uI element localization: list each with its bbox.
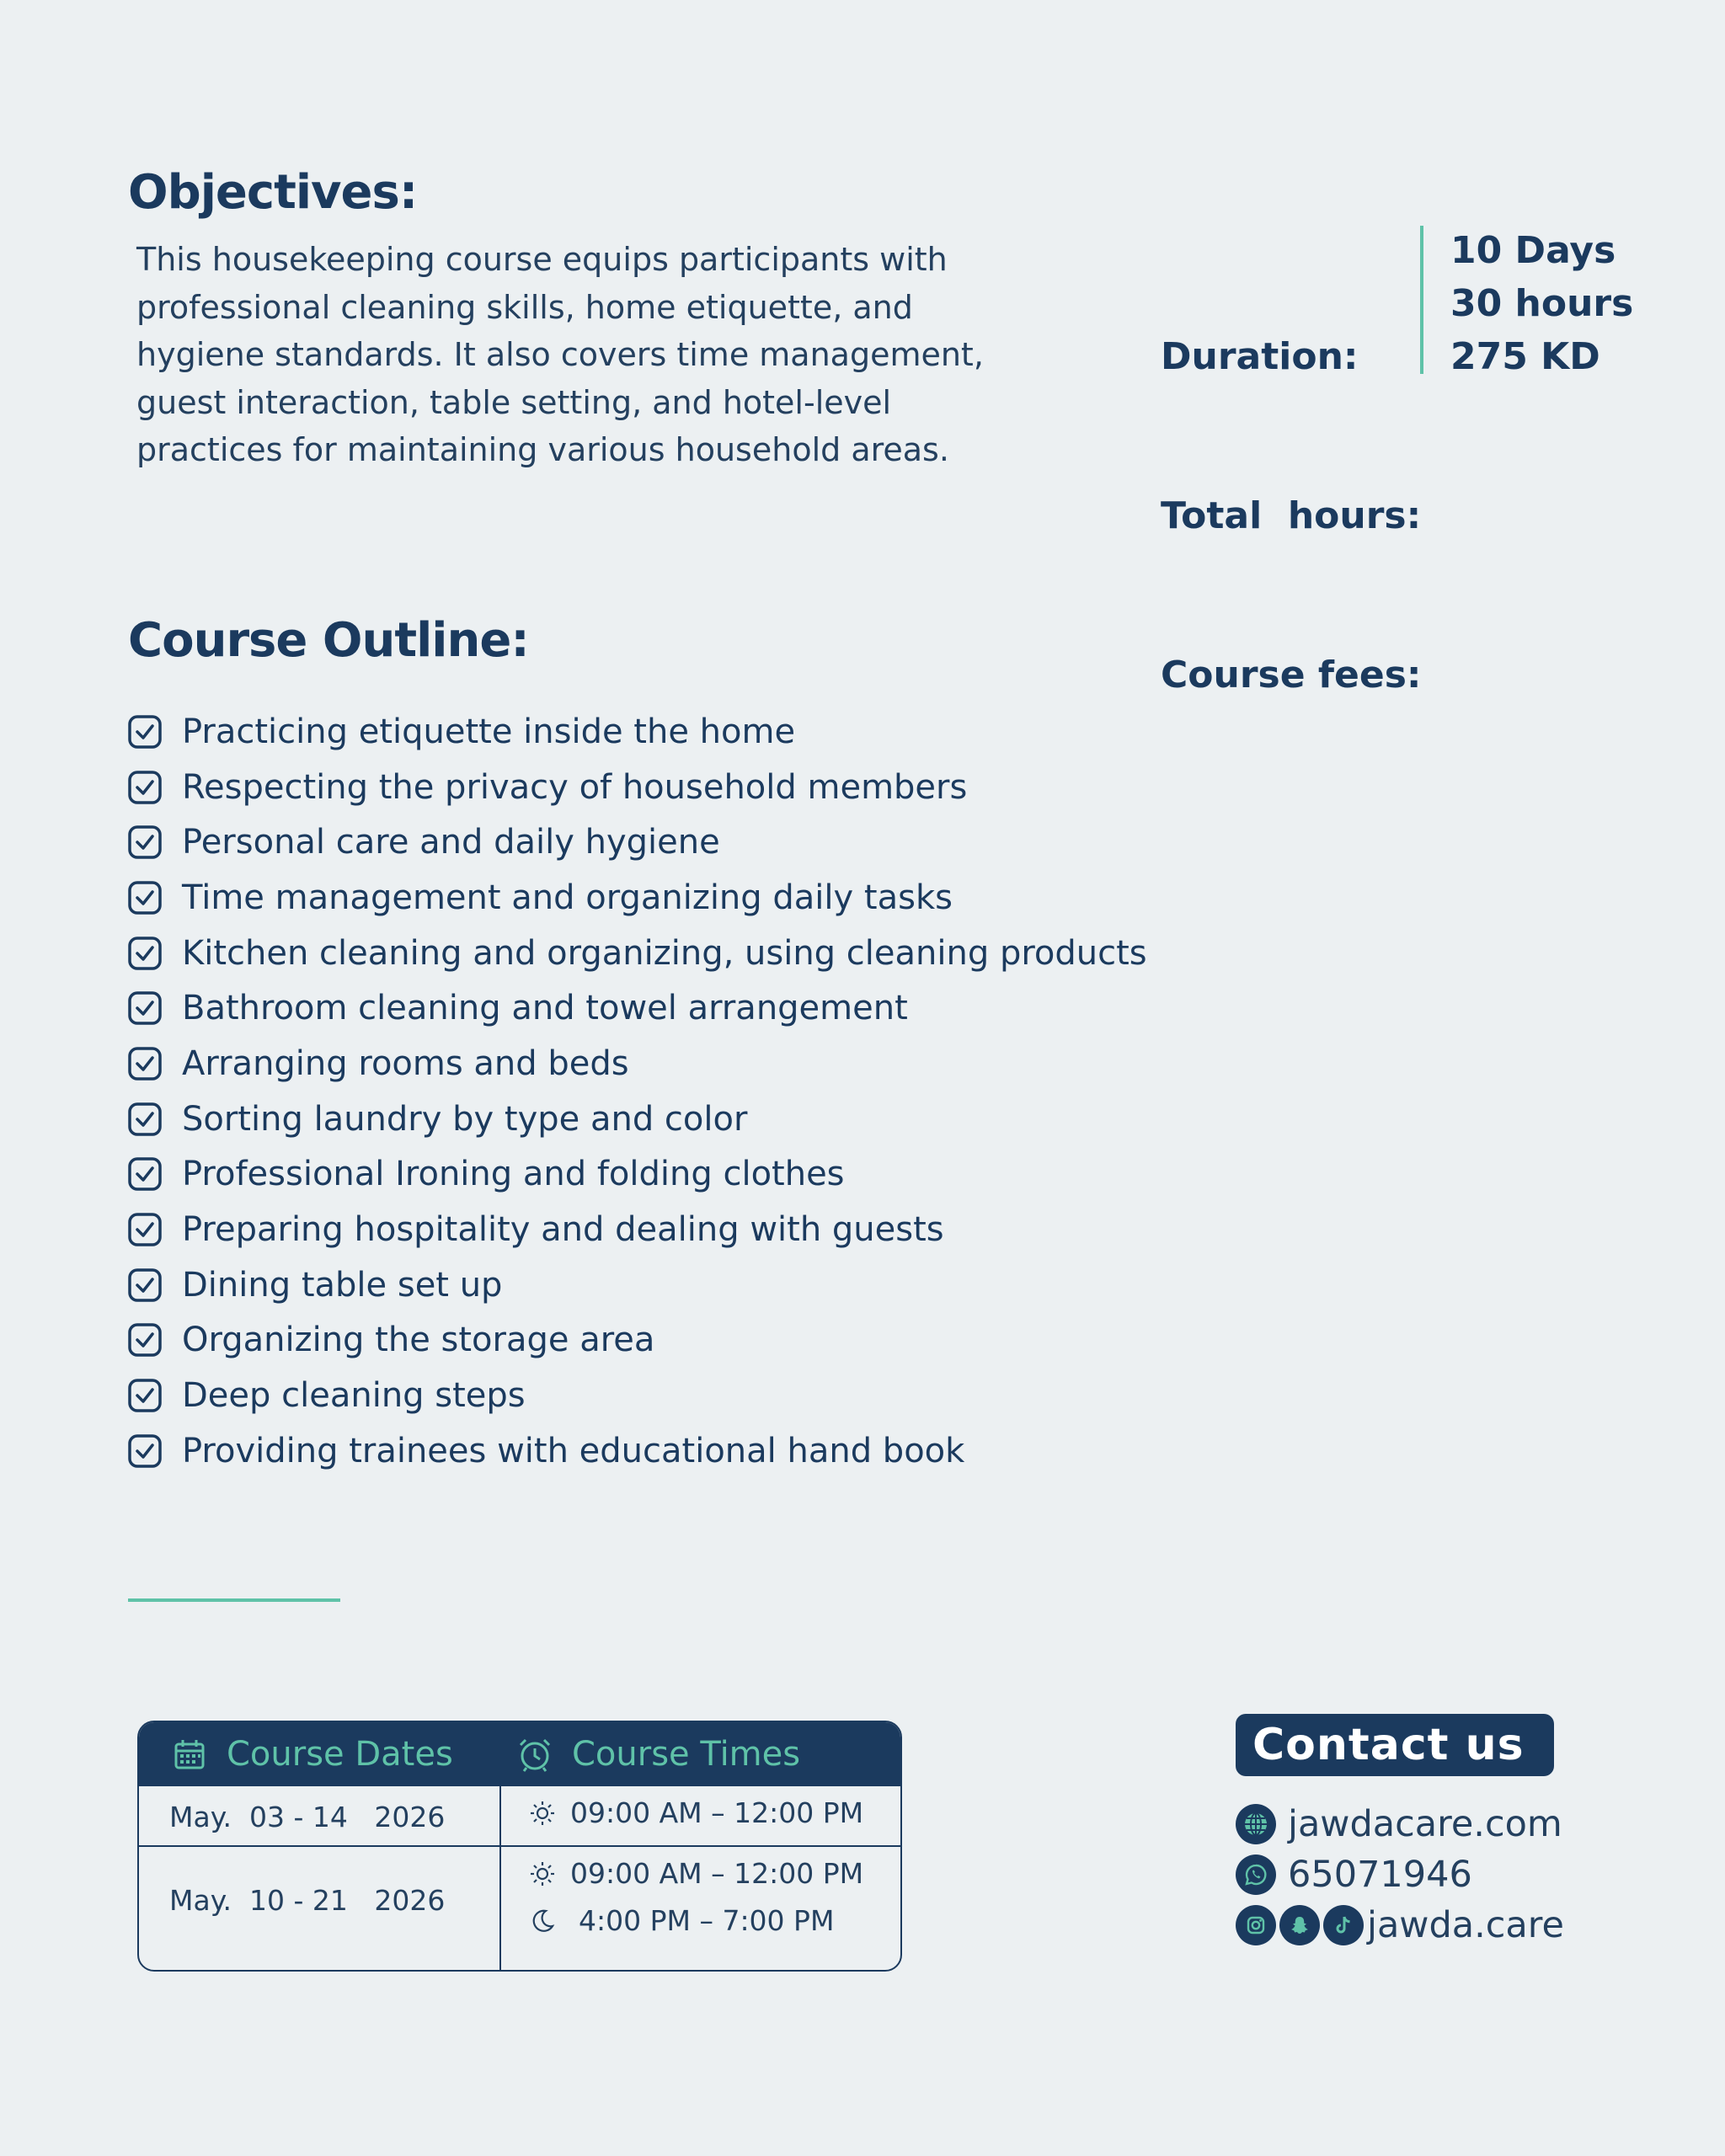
outline-item bbox=[126, 1091, 1147, 1147]
schedule-time-2-2-text: 4:00 PM – 7:00 PM bbox=[579, 1904, 835, 1937]
outline-item-text: Dining table set up bbox=[182, 1265, 503, 1305]
checkbox-checked-icon bbox=[126, 1267, 163, 1304]
checkbox-checked-icon bbox=[126, 1045, 163, 1082]
snapchat-icon bbox=[1279, 1905, 1320, 1945]
total-hours-label: Total hours: bbox=[1161, 494, 1422, 537]
dates-header bbox=[173, 1722, 453, 1786]
outline-item bbox=[126, 1147, 1147, 1203]
alarm-clock-icon bbox=[516, 1736, 553, 1773]
course-outline-title: Course Outline: bbox=[128, 613, 529, 668]
schedule-date-1: May. 03 - 14 2026 bbox=[169, 1801, 446, 1833]
outline-item-text: Practicing etiquette inside the home bbox=[182, 712, 796, 751]
duration-label: Duration: bbox=[1161, 335, 1359, 378]
website-text[interactable]: jawdacare.com bbox=[1288, 1803, 1562, 1845]
times-header-label: Course Times bbox=[572, 1735, 801, 1774]
outline-item-text: Bathroom cleaning and towel arrangement bbox=[182, 989, 908, 1028]
social-handle-text[interactable]: jawda.care bbox=[1367, 1904, 1564, 1946]
checkbox-checked-icon bbox=[126, 769, 163, 806]
info-divider bbox=[1420, 226, 1423, 374]
section-divider bbox=[128, 1598, 340, 1602]
outline-item bbox=[126, 980, 1147, 1036]
course-fees-label: Course fees: bbox=[1161, 654, 1422, 696]
objectives-text: This housekeeping course equips participants with professional cleaning skills, home etiquette, and hygiene standards. It also covers time management, guest interaction, table setting, and hotel-level practices for maintaining various household areas. bbox=[136, 241, 984, 468]
schedule-time-2-2 bbox=[530, 1904, 834, 1937]
schedule-time-2-1 bbox=[530, 1857, 863, 1890]
schedule-column-divider bbox=[499, 1786, 501, 1972]
outline-item bbox=[126, 926, 1147, 981]
course-outline-list bbox=[126, 704, 1147, 1479]
outline-item-text: Time management and organizing daily tasks bbox=[182, 878, 953, 917]
times-header bbox=[516, 1722, 800, 1786]
total-hours-value: 30 hours bbox=[1450, 282, 1634, 325]
outline-item bbox=[126, 814, 1147, 870]
contact-website[interactable] bbox=[1236, 1803, 1562, 1845]
schedule-row-divider bbox=[139, 1845, 900, 1847]
checkbox-checked-icon bbox=[126, 990, 163, 1027]
outline-item bbox=[126, 1368, 1147, 1423]
checkbox-checked-icon bbox=[126, 1101, 163, 1138]
dates-header-label: Course Dates bbox=[227, 1735, 453, 1774]
outline-item bbox=[126, 870, 1147, 926]
outline-item bbox=[126, 760, 1147, 815]
outline-item-text: Providing trainees with educational hand book bbox=[182, 1431, 965, 1470]
schedule-time-2-1-text: 09:00 AM – 12:00 PM bbox=[570, 1857, 864, 1890]
checkbox-checked-icon bbox=[126, 935, 163, 972]
outline-item bbox=[126, 1202, 1147, 1257]
outline-item-text: Preparing hospitality and dealing with guests bbox=[182, 1210, 944, 1250]
outline-item-text: Arranging rooms and beds bbox=[182, 1043, 629, 1083]
info-values bbox=[1450, 224, 1633, 383]
outline-item bbox=[126, 1423, 1147, 1479]
checkbox-checked-icon bbox=[126, 879, 163, 916]
outline-item-text: Professional Ironing and folding clothes bbox=[182, 1155, 845, 1194]
whatsapp-icon bbox=[1236, 1854, 1276, 1895]
checkbox-checked-icon bbox=[126, 713, 163, 750]
outline-item bbox=[126, 1257, 1147, 1313]
outline-item-text: Organizing the storage area bbox=[182, 1321, 655, 1360]
sun-icon bbox=[530, 1861, 555, 1886]
checkbox-checked-icon bbox=[126, 824, 163, 861]
contact-phone[interactable] bbox=[1236, 1854, 1472, 1896]
checkbox-checked-icon bbox=[126, 1377, 163, 1414]
duration-value: 10 Days bbox=[1450, 229, 1616, 272]
course-fees-value: 275 KD bbox=[1450, 335, 1600, 378]
instagram-icon bbox=[1236, 1905, 1276, 1945]
info-labels bbox=[1161, 224, 1422, 808]
checkbox-checked-icon bbox=[126, 1211, 163, 1248]
schedule-time-1-1-text: 09:00 AM – 12:00 PM bbox=[570, 1796, 864, 1829]
outline-item bbox=[126, 1313, 1147, 1369]
outline-item-text: Sorting laundry by type and color bbox=[182, 1099, 748, 1139]
outline-item-text: Deep cleaning steps bbox=[182, 1376, 526, 1416]
checkbox-checked-icon bbox=[126, 1433, 163, 1470]
contact-us-badge: Contact us bbox=[1236, 1714, 1554, 1776]
outline-item bbox=[126, 704, 1147, 760]
schedule-header bbox=[139, 1722, 900, 1786]
moon-icon bbox=[530, 1908, 555, 1934]
sun-icon bbox=[530, 1801, 555, 1826]
course-info bbox=[1161, 224, 1683, 696]
calendar-icon bbox=[173, 1737, 206, 1771]
checkbox-checked-icon bbox=[126, 1155, 163, 1193]
phone-text[interactable]: 65071946 bbox=[1288, 1854, 1472, 1896]
tiktok-icon bbox=[1323, 1905, 1364, 1945]
outline-item-text: Respecting the privacy of household members bbox=[182, 767, 968, 807]
outline-item-text: Kitchen cleaning and organizing, using cleaning products bbox=[182, 933, 1147, 973]
objectives-title: Objectives: bbox=[128, 165, 418, 220]
outline-item-text: Personal care and daily hygiene bbox=[182, 823, 720, 862]
contact-social[interactable] bbox=[1236, 1904, 1564, 1946]
schedule-time-1-1 bbox=[530, 1796, 863, 1829]
schedule-table bbox=[137, 1721, 902, 1972]
checkbox-checked-icon bbox=[126, 1321, 163, 1358]
schedule-date-2: May. 10 - 21 2026 bbox=[169, 1884, 446, 1917]
globe-icon bbox=[1236, 1804, 1276, 1844]
outline-item bbox=[126, 1036, 1147, 1091]
